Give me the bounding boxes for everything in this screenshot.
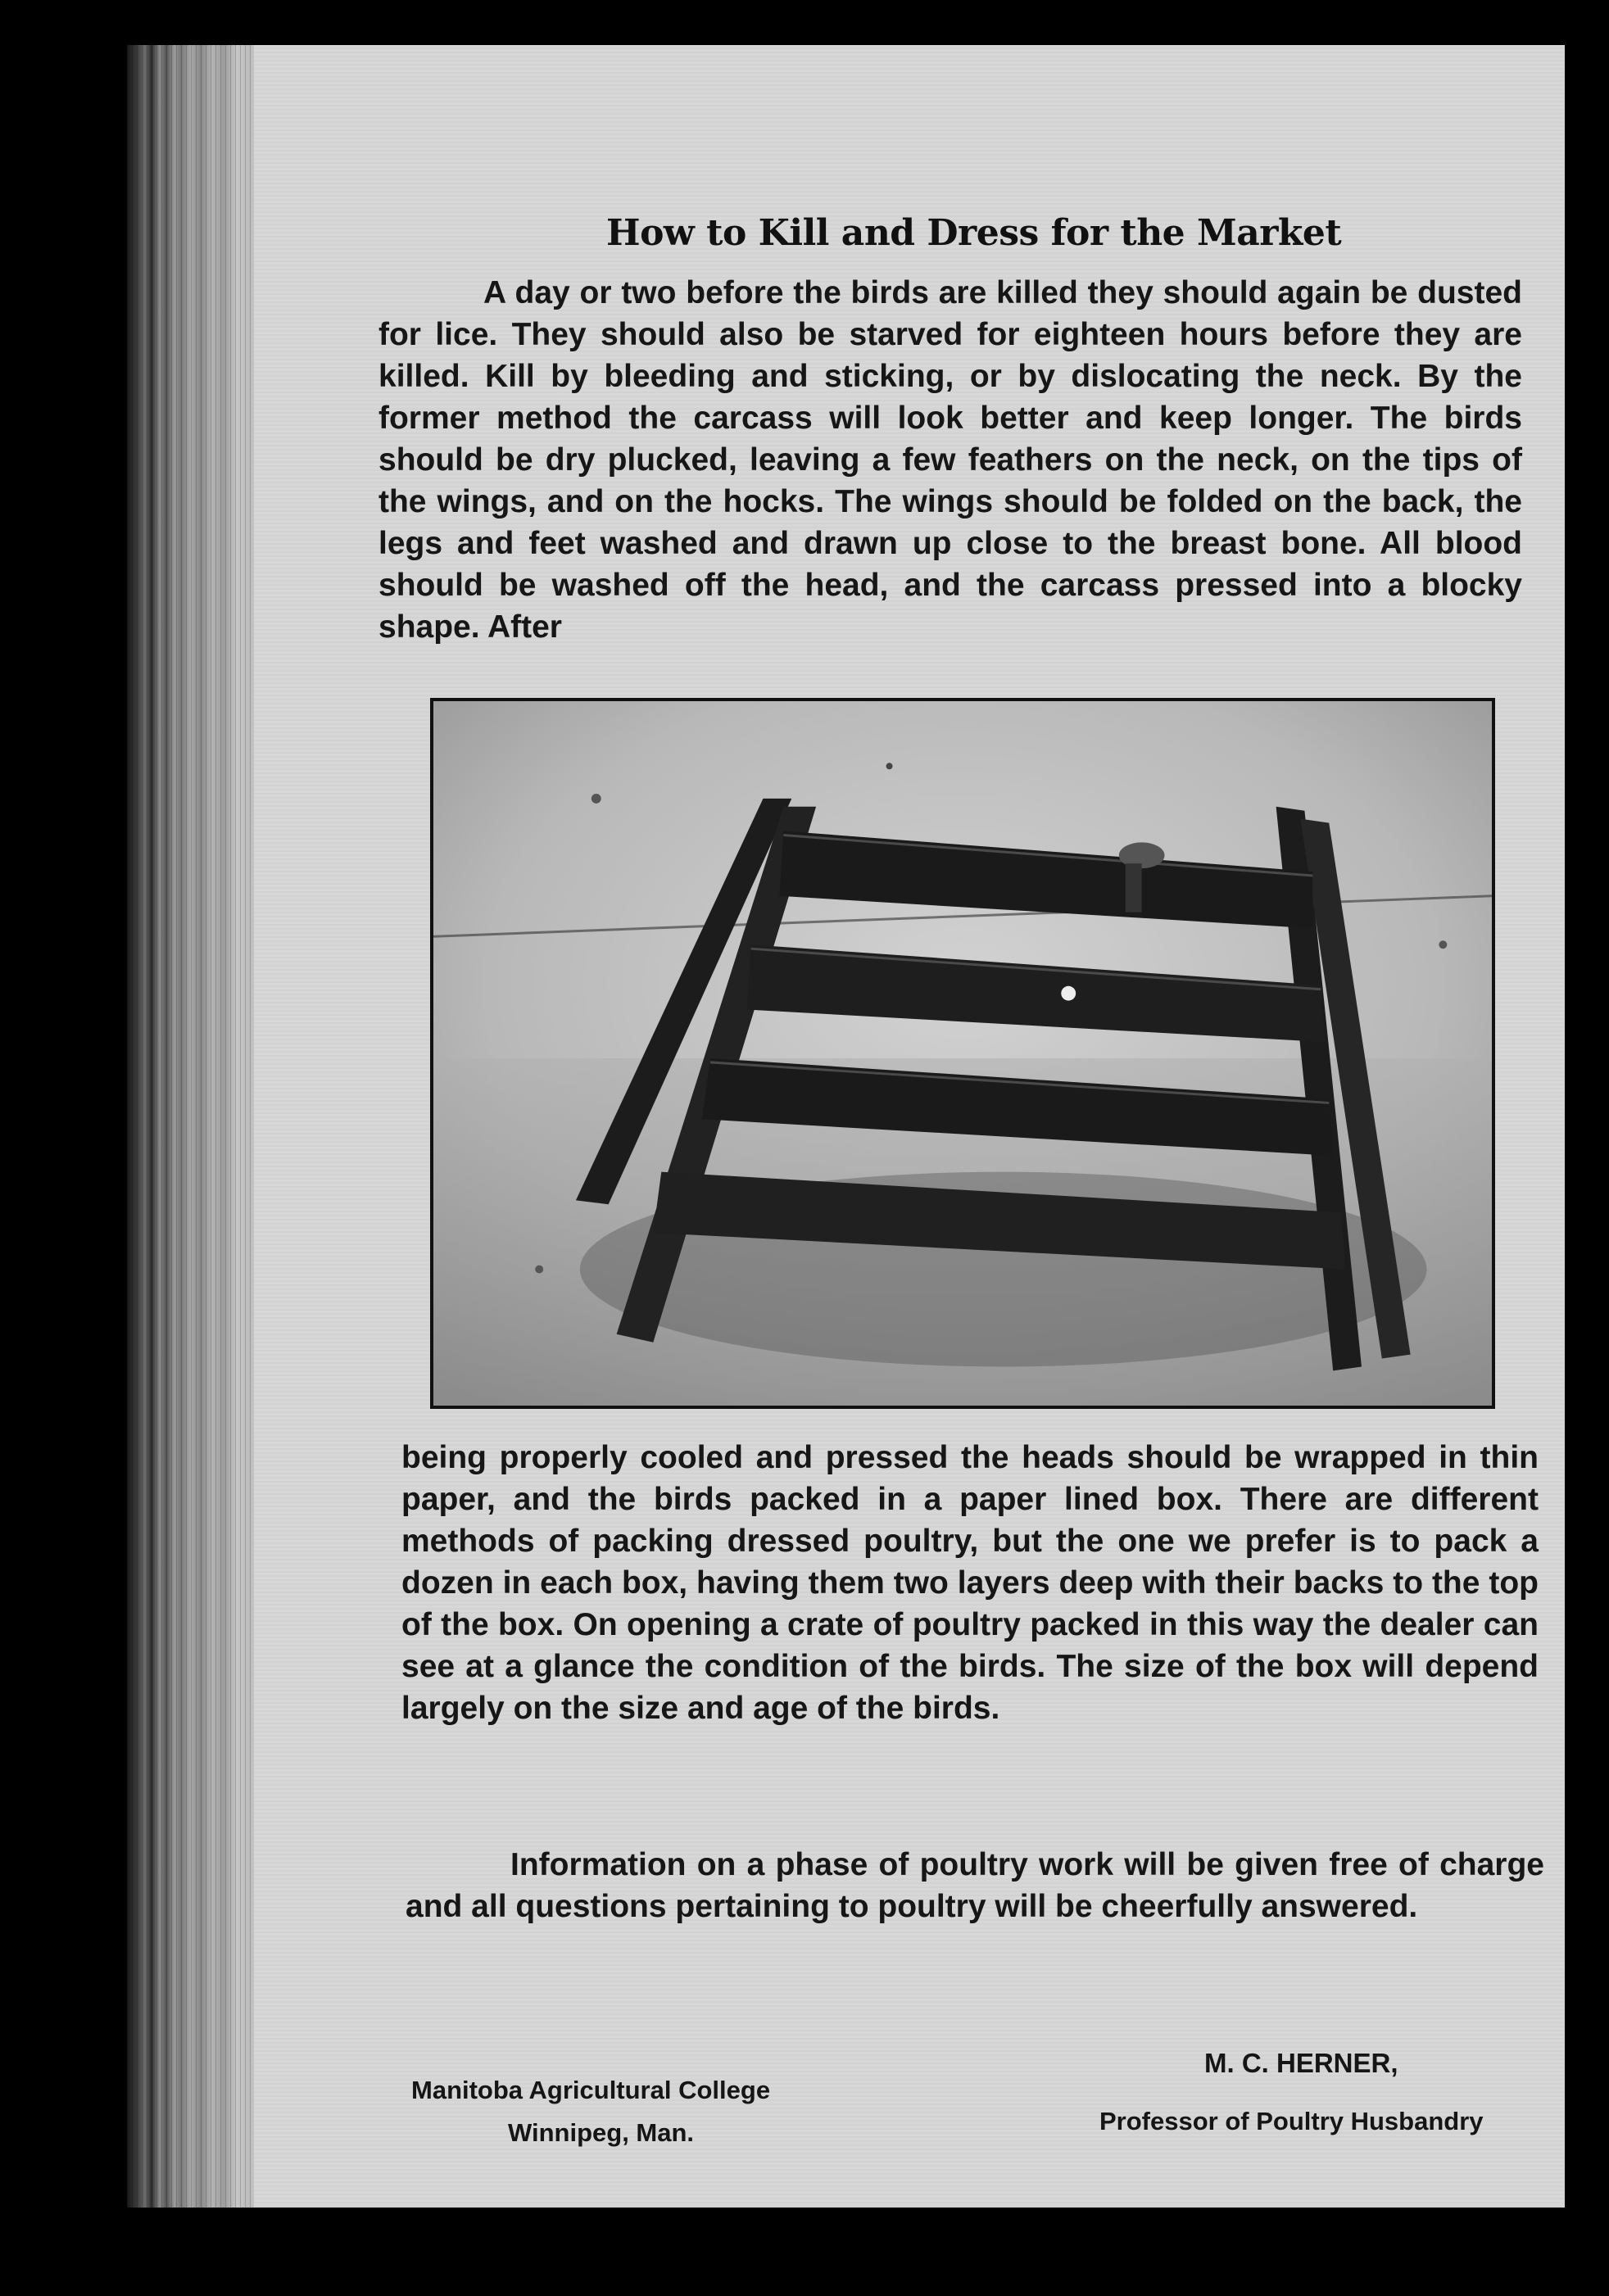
- body-paragraph-2: being properly cooled and pressed the heads should be wrapped in thin paper, and the birds packed in a paper lined box. There are different methods of packing dressed poultry, but the one we prefer is to pack a dozen in each box, having them two layers deep with their backs to the top of the box. On opening a crate of poultry packed in this way the dealer can see at a glance the condition of the birds. The size of the box will depend largely on the size and age of the birds.: [401, 1440, 1539, 1726]
- body-paragraph-1: A day or two before the birds are killed they should again be dusted for lice. They should also be starved for eighteen hours before they are killed. Kill by bleeding and sticking, or by dislocating the neck. By the former method the carcass will look better and keep longer. The birds should be dry plucked, leaving a few feathers on the neck, on the tips of the wings, and on the hocks. The wings should be folded on the back, the legs and feet washed and drawn up close to the breast bone. All blood should be washed off the head, and the carcass pressed into a blocky shape. After: [378, 275, 1522, 645]
- signature-location: Winnipeg, Man.: [508, 2118, 695, 2147]
- shaping-rack-photo: [430, 698, 1495, 1409]
- page-edges: [127, 45, 262, 2208]
- signature-name: M. C. HERNER,: [1204, 2048, 1398, 2078]
- rack-illustration: [433, 701, 1492, 1406]
- body-paragraph-3: Information on a phase of poultry work will be given free of charge and all questions pertaining to poultry will be cheerfully answered.: [406, 1847, 1544, 1924]
- signature-position: Professor of Poultry Husbandry: [1099, 2107, 1484, 2135]
- signature-institution: Manitoba Agricultural College: [411, 2076, 771, 2104]
- page-title: How to Kill and Dress for the Market: [606, 212, 1342, 255]
